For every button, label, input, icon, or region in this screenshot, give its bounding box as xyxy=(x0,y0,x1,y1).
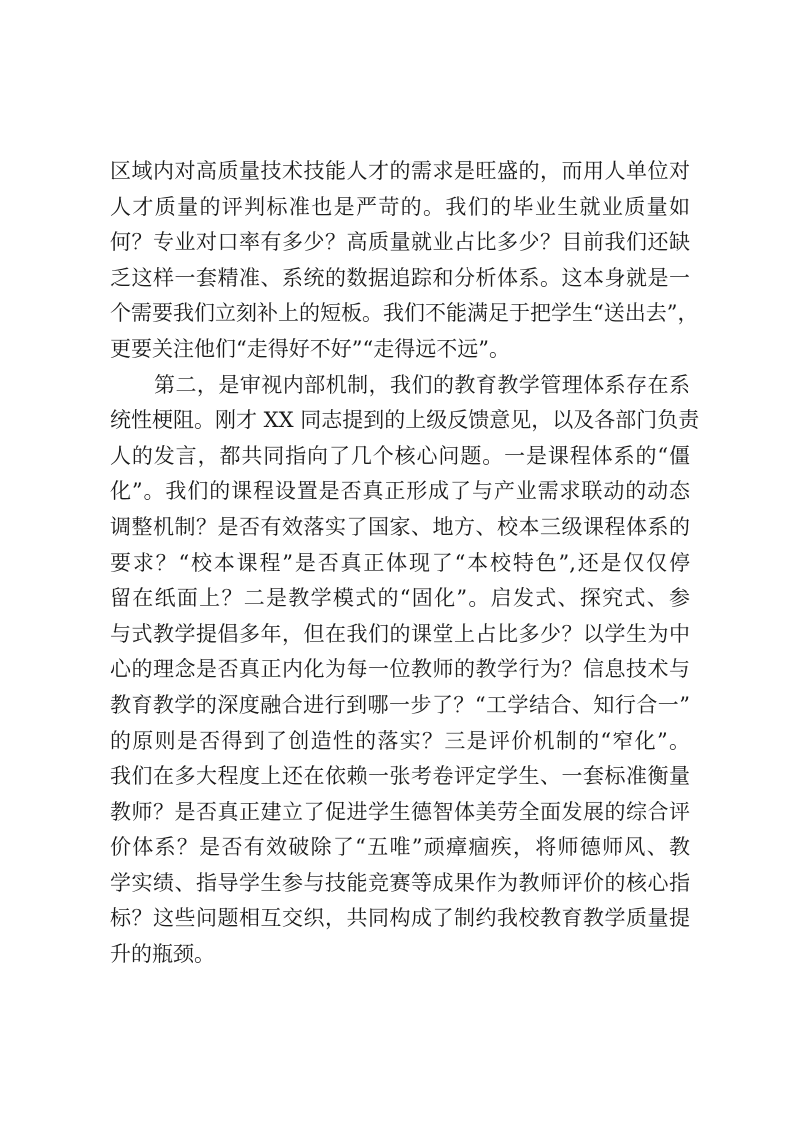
text-line: 统性梗阻。刚才 XX 同志提到的上级反馈意见，以及各部门负责 xyxy=(110,408,700,433)
text-line: 乏这样一套精准、系统的数据追踪和分析体系。这本身就是一 xyxy=(110,265,690,290)
text-line: 与式教学提倡多年，但在我们的课堂上占比多少？以学生为中 xyxy=(110,621,690,646)
text-line: 升的瓶颈。 xyxy=(110,942,215,967)
text-line: 第二，是审视内部机制，我们的教育教学管理体系存在系 xyxy=(154,372,690,397)
text-line: 留在纸面上？二是教学模式的“固化”。启发式、探究式、参 xyxy=(110,586,690,611)
text-line: 何？专业对口率有多少？高质量就业占比多少？目前我们还缺 xyxy=(110,230,690,255)
text-line: 我们在多大程度上还在依赖一张考卷评定学生、一套标准衡量 xyxy=(110,764,690,789)
text-line: 人的发言，都共同指向了几个核心问题。一是课程体系的“僵 xyxy=(110,443,690,468)
text-line: 要求？“校本课程”是否真正体现了“本校特色”,还是仅仅停 xyxy=(110,550,690,575)
text-line: 教育教学的深度融合进行到哪一步了？“工学结合、知行合一” xyxy=(110,692,690,717)
body-text xyxy=(110,154,700,973)
text-line: 教师？是否真正建立了促进学生德智体美劳全面发展的综合评 xyxy=(110,799,690,824)
paragraph xyxy=(110,154,699,368)
text-line: 价体系？是否有效破除了“五唯”顽瘴痼疾，将师德师风、教 xyxy=(110,835,690,860)
paragraph xyxy=(110,368,700,973)
text-line: 人才质量的评判标准也是严苛的。我们的毕业生就业质量如 xyxy=(110,194,690,219)
text-line: 化”。我们的课程设置是否真正形成了与产业需求联动的动态 xyxy=(110,479,690,504)
text-line: 心的理念是否真正内化为每一位教师的教学行为？信息技术与 xyxy=(110,657,690,682)
text-line: 区域内对高质量技术技能人才的需求是旺盛的，而用人单位对 xyxy=(110,159,690,183)
text-line: 的原则是否得到了创造性的落实？三是评价机制的“窄化”。 xyxy=(110,728,690,753)
text-line: 标？这些问题相互交织，共同构成了制约我校教育教学质量提 xyxy=(110,906,690,931)
text-line: 调整机制？是否有效落实了国家、地方、校本三级课程体系的 xyxy=(110,514,690,539)
text-line: 更要关注他们“走得好不好”“走得远不远”。 xyxy=(110,336,510,361)
text-line: 学实绩、指导学生参与技能竞赛等成果作为教师评价的核心指 xyxy=(110,870,690,895)
text-line: 个需要我们立刻补上的短板。我们不能满足于把学生“送出去”， xyxy=(110,301,699,326)
